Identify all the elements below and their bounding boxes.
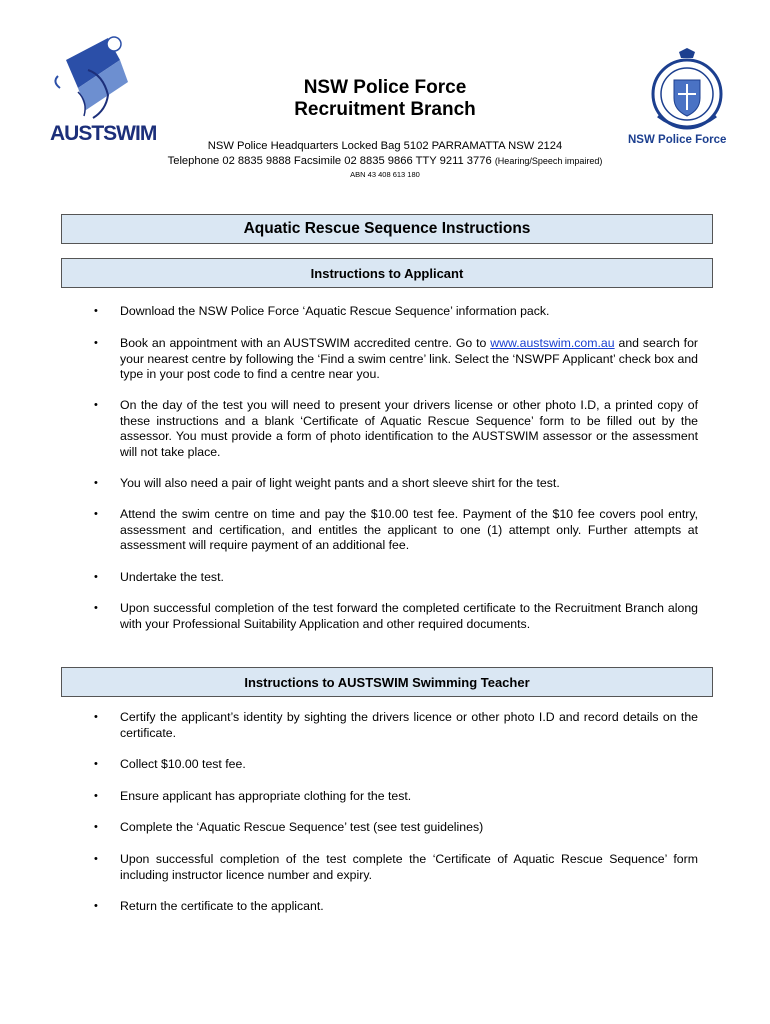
- contact-line: [0, 155, 770, 167]
- list-item-text: Certify the applicant’s identity by sighting the drivers licence or other photo I.D and record details on the certificate.: [120, 710, 698, 740]
- bullet: •: [94, 508, 98, 520]
- page-title: NSW Police Force: [303, 77, 467, 98]
- address-line: NSW Police Headquarters Locked Bag 5102 PARRAMATTA NSW 2124: [207, 140, 563, 152]
- austswim-website-link[interactable]: www.austswim.com.au: [490, 336, 615, 350]
- list-item-text: You will also need a pair of light weight pants and a short sleeve shirt for the test.: [120, 476, 560, 490]
- bullet: •: [94, 337, 98, 349]
- bullet: •: [94, 477, 98, 489]
- list-item-text: Ensure applicant has appropriate clothing for the test.: [120, 789, 412, 803]
- list-item-text: Download the NSW Police Force ‘Aquatic Rescue Sequence’ information pack.: [120, 304, 550, 318]
- bullet: •: [94, 853, 98, 865]
- bullet: •: [94, 900, 98, 912]
- bullet: •: [94, 790, 98, 802]
- list-item-text: Book an appointment with an AUSTSWIM accredited centre. Go to www.austswim.com.au and search for your nearest centre by following the ‘Find a swim centre’ link. Select the ‘NSWPF Applicant’ check box and type in your post code to find a centre near you.: [120, 336, 699, 382]
- teacher-section-heading: Instructions to AUSTSWIM Swimming Teacher: [61, 667, 713, 697]
- applicant-section-heading: Instructions to Applicant: [61, 258, 713, 288]
- list-item-text: Attend the swim centre on time and pay the $10.00 test fee. Payment of the $10 fee covers pool entry, assessment and certification, and entitles the applicant to one (1) attempt only. Further attempts at assessment will require payment of an additional fee.: [120, 507, 698, 553]
- austswim-logo-text: AUSTSWIM: [50, 122, 157, 145]
- bullet: •: [94, 758, 98, 770]
- bullet: •: [94, 571, 98, 583]
- bullet: •: [94, 399, 98, 411]
- abn-text: ABN 43 408 613 180: [350, 170, 420, 179]
- list-item-text: On the day of the test you will need to present your drivers license or other photo I.D, a printed copy of these instructions and a blank ‘Certificate of Aquatic Rescue Sequence’ form to be filled out by the assessor. You must provide a form of photo identification to the AUSTSWIM assessor or the assessment will not take place.: [120, 398, 698, 459]
- list-item-text: Collect $10.00 test fee.: [120, 757, 246, 771]
- list-item-text: Upon successful completion of the test forward the completed certificate to the Recruitment Branch along with your Professional Suitability Application and other required documents.: [120, 601, 698, 631]
- bullet: •: [94, 711, 98, 723]
- bullet: •: [94, 305, 98, 317]
- telephone-text: Telephone 02 8835 9888 Facsimile 02 8835 9866 TTY 9211 3776: [167, 155, 492, 167]
- nsw-police-logo-text: NSW Police Force: [628, 134, 727, 146]
- page-subtitle: Recruitment Branch: [294, 99, 476, 120]
- list-item-text: Undertake the test.: [120, 570, 224, 584]
- list-item-text: Upon successful completion of the test complete the ‘Certificate of Aquatic Rescue Sequence’ form including instructor licence number and expiry.: [120, 852, 698, 882]
- bullet: •: [94, 821, 98, 833]
- list-item-text: Return the certificate to the applicant.: [120, 899, 324, 913]
- tty-note: (Hearing/Speech impaired): [494, 156, 603, 166]
- list-item-text: Complete the ‘Aquatic Rescue Sequence’ test (see test guidelines): [120, 820, 484, 834]
- main-heading: Aquatic Rescue Sequence Instructions: [61, 214, 713, 244]
- bullet: •: [94, 602, 98, 614]
